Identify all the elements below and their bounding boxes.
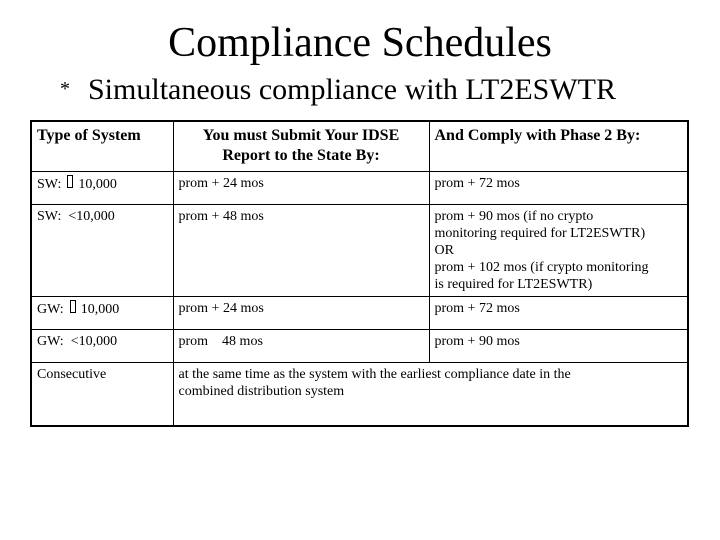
system-value: <10,000 (68, 208, 115, 224)
cell-comply-date (429, 171, 688, 204)
comply-line: is required for LT2ESWTR) (434, 276, 593, 292)
system-value: <10,000 (70, 333, 118, 349)
subtitle-text: Simultaneous compliance with LT2ESWTR (88, 73, 616, 106)
table-row (31, 171, 688, 204)
table-row (31, 362, 688, 426)
cell-system-type (31, 204, 173, 296)
missing-glyph-icon (70, 300, 76, 313)
slide-title: Compliance Schedules (168, 20, 552, 66)
cell-comply-date (429, 204, 688, 296)
system-prefix: Consecutive (37, 366, 107, 382)
cell-submit-date: prom + 24 mos (173, 171, 429, 204)
comply-line: prom + 72 mos (434, 300, 520, 316)
cell-system-type (31, 329, 173, 362)
table-row (31, 296, 688, 329)
comply-line: prom + 90 mos (434, 333, 520, 349)
cell-submit-date: prom + 24 mos (173, 296, 429, 329)
header-type-of-system: Type of System (31, 121, 173, 171)
header-submit-idse: You must Submit Your IDSE Report to the State By: (173, 121, 429, 171)
table-header-row (31, 121, 688, 171)
system-value: 10,000 (78, 176, 117, 192)
comply-line: prom + 102 mos (if crypto monitoring (434, 259, 649, 275)
cell-comply-date (429, 329, 688, 362)
cell-submit-date-merged: at the same time as the system with the earliest compliance date in the combined distribution system (173, 362, 688, 426)
cell-system-type (31, 171, 173, 204)
cell-submit-date: prom + 48 mos (173, 204, 429, 296)
system-prefix: GW: (37, 301, 64, 317)
system-prefix: GW: (37, 333, 64, 349)
comply-line: monitoring required for LT2ESWTR) (434, 225, 646, 241)
comply-line: OR (434, 242, 454, 258)
table-row (31, 329, 688, 362)
comply-line: prom + 90 mos (if no crypto (434, 208, 594, 224)
slide-subtitle (60, 70, 616, 109)
cell-submit-date: prom 48 mos (173, 329, 429, 362)
cell-system-type (31, 362, 173, 426)
compliance-schedule-table (30, 120, 689, 427)
system-prefix: SW: (37, 176, 62, 192)
missing-glyph-icon (67, 175, 73, 188)
system-prefix: SW: (37, 208, 62, 224)
table-row (31, 204, 688, 296)
cell-system-type (31, 296, 173, 329)
system-value: 10,000 (80, 301, 120, 317)
comply-line: prom + 72 mos (434, 175, 520, 191)
bullet-asterisk: * (60, 78, 70, 100)
header-comply-phase-2: And Comply with Phase 2 By: (429, 121, 688, 171)
cell-comply-date (429, 296, 688, 329)
